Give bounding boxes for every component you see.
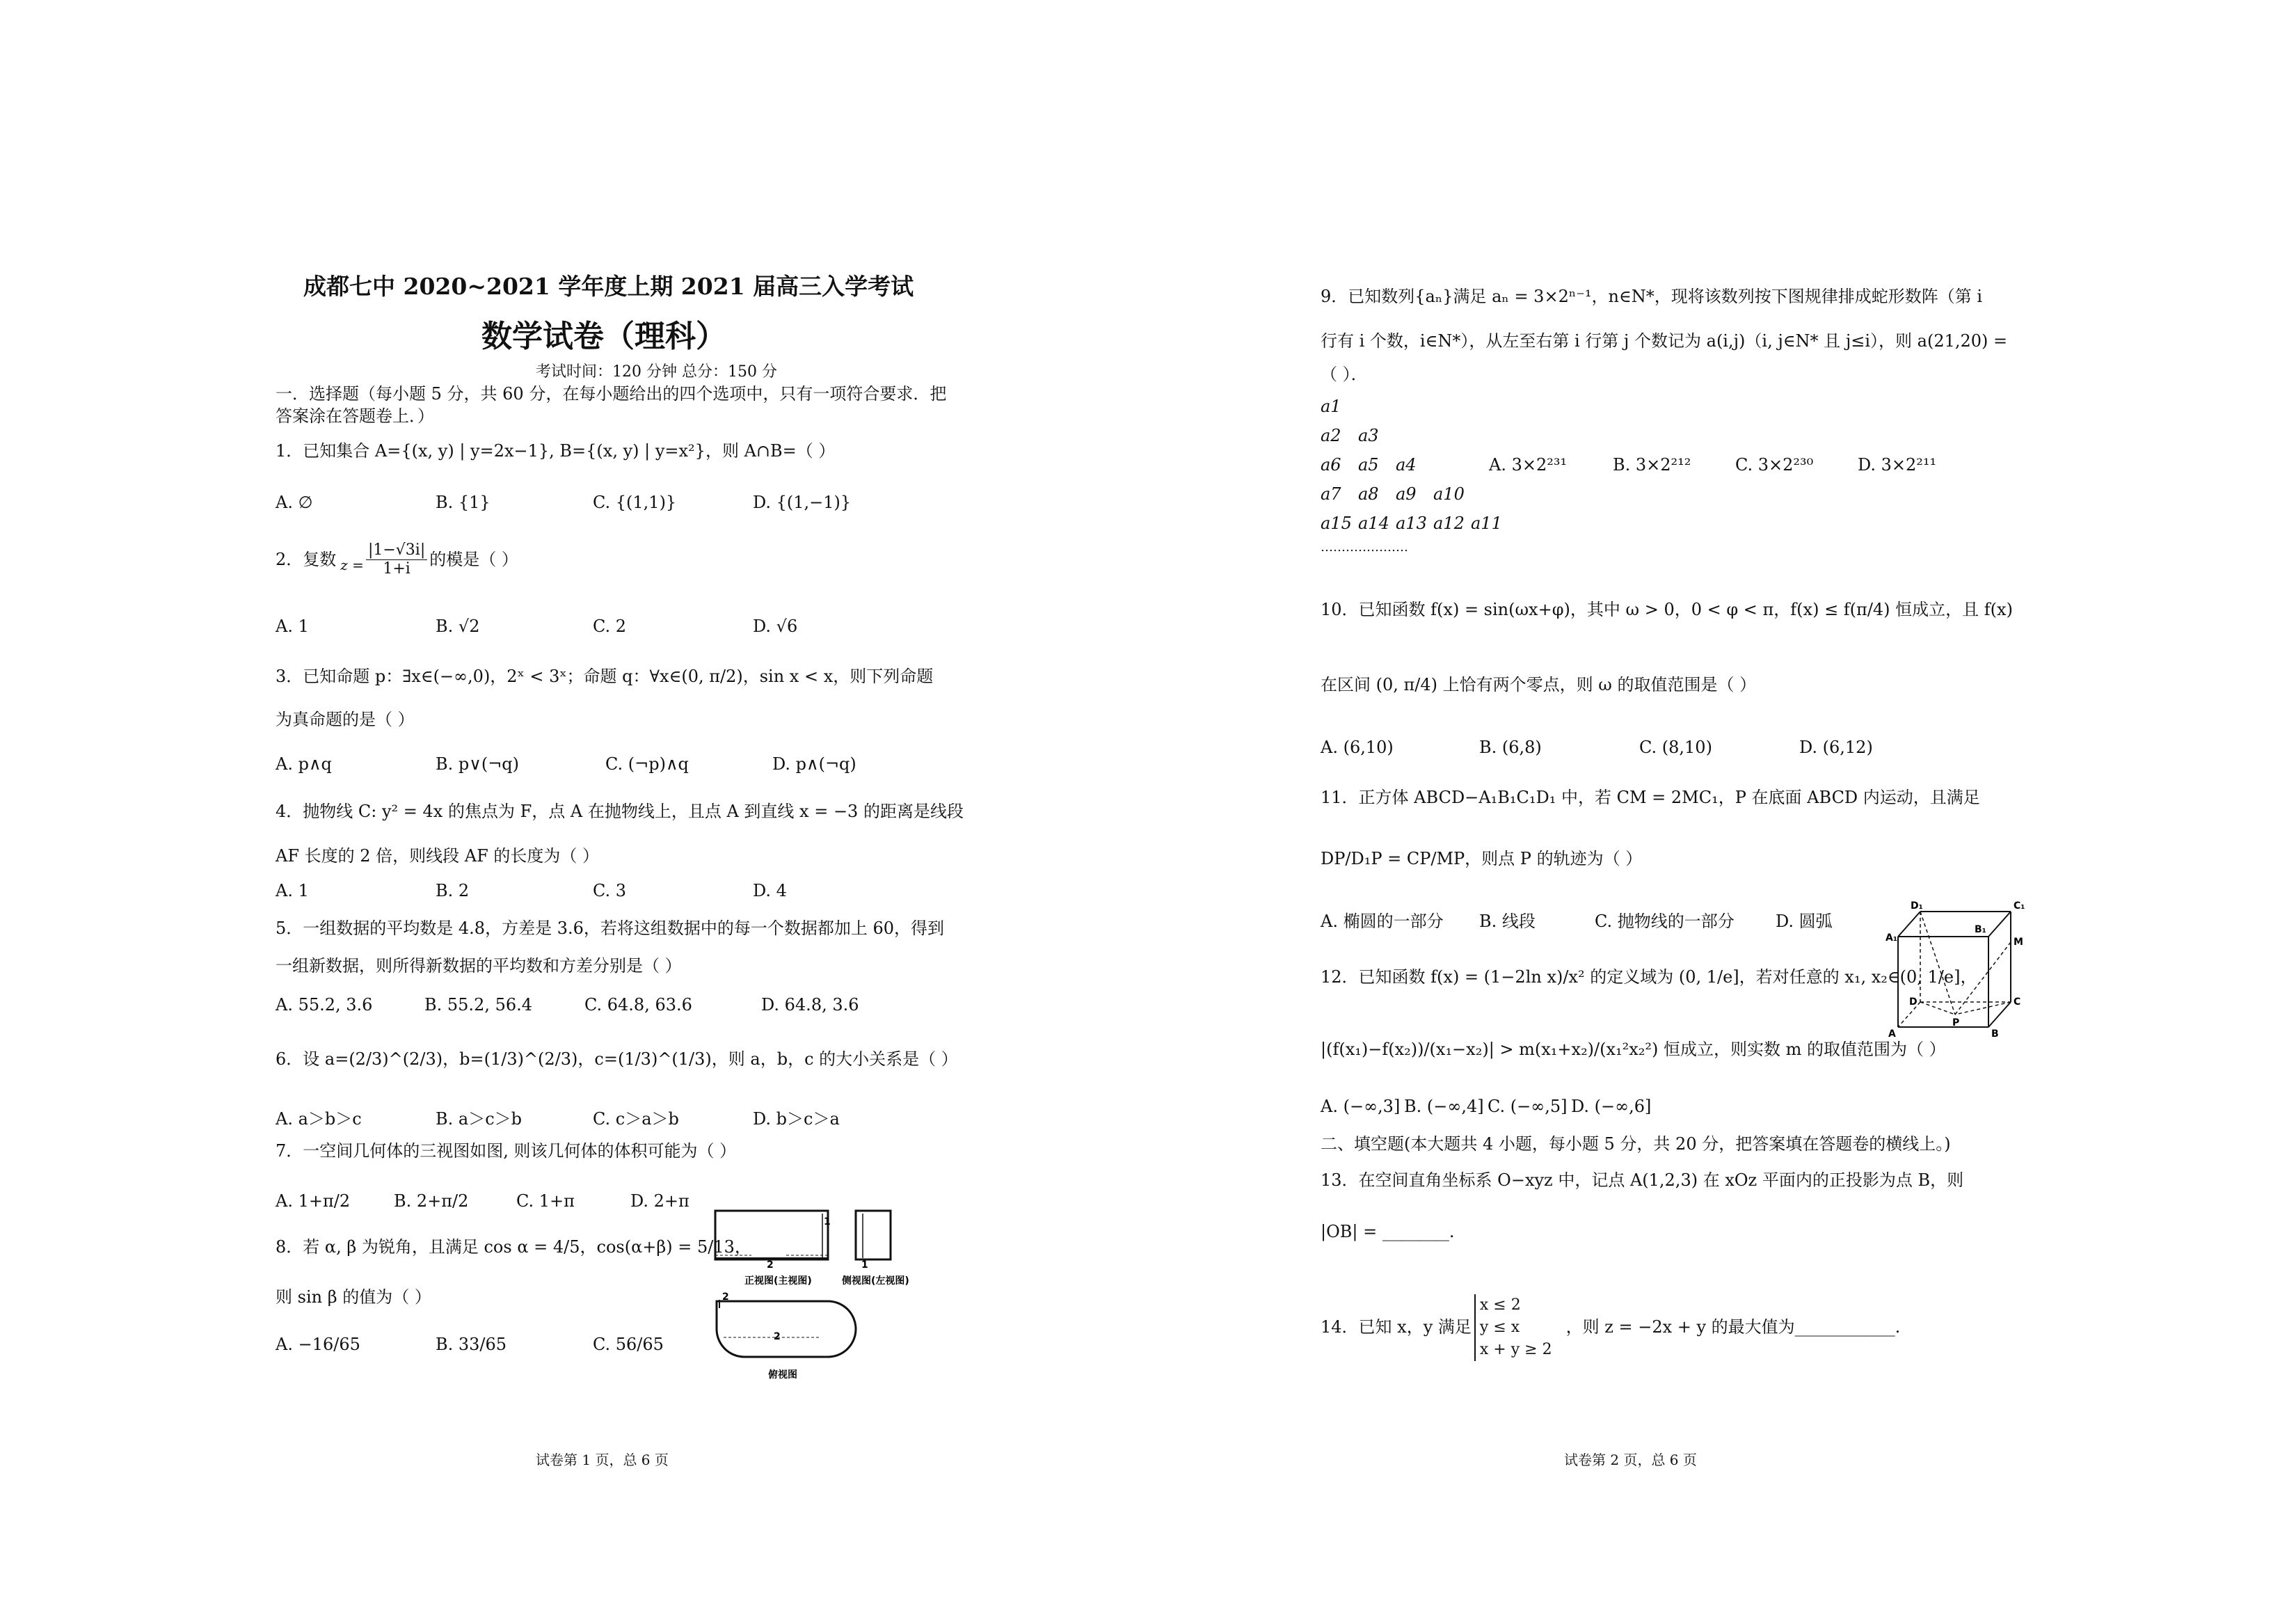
seq-cell: a13 <box>1396 514 1427 533</box>
q14-conditions <box>1474 1294 1552 1361</box>
page-footer-1: 试卷第 1 页，总 6 页 <box>536 1452 669 1468</box>
seq-ellipsis: ………………… <box>1321 540 1408 555</box>
q1-option-d: D. {(1,−1)} <box>753 493 852 512</box>
q2-option-b: B. √2 <box>436 617 480 636</box>
exam-subtitle: 数学试卷（理科） <box>481 319 726 354</box>
q4-option-c: C. 3 <box>593 881 627 900</box>
three-view-figure <box>710 1204 918 1385</box>
q3-option-c: C. (¬p)∧q <box>605 754 689 774</box>
q5-option-c: C. 64.8, 63.6 <box>584 995 692 1015</box>
q8-option-b: B. 33/65 <box>436 1335 507 1354</box>
exam-info: 考试时间：120 分钟 总分：150 分 <box>536 363 777 381</box>
q2-z: z = <box>340 556 364 573</box>
question-8-line2: 则 sin β 的值为（ ） <box>276 1287 431 1307</box>
q10-option-c: C. (8,10) <box>1639 738 1712 757</box>
cube-label-a: A <box>1888 1028 1896 1040</box>
q10-option-b: B. (6,8) <box>1479 738 1542 757</box>
side-view-label: 侧视图(左视图) <box>842 1275 909 1287</box>
q11-option-a: A. 椭圆的一部分 <box>1321 912 1444 931</box>
seq-cell: a15 <box>1321 514 1352 533</box>
question-5-line2: 一组新数据，则所得新数据的平均数和方差分别是（ ） <box>276 956 682 976</box>
section1-heading-line1: 一．选择题（每小题 5 分，共 60 分，在每小题给出的四个选项中，只有一项符合要求．把 <box>276 384 947 404</box>
seq-cell: a11 <box>1471 514 1502 533</box>
question-1: 1．已知集合 A={(x, y) | y=2x−1}, B={(x, y) | y=x²}，则 A∩B=（ ） <box>276 441 836 461</box>
q10-option-d: D. (6,12) <box>1799 738 1873 757</box>
seq-cell: a4 <box>1396 455 1417 475</box>
q6-option-a: A. a＞b＞c <box>276 1109 362 1129</box>
question-3-line1: 3．已知命题 p：∃x∈(−∞,0)，2ˣ < 3ˣ；命题 q：∀x∈(0, π/2)，sin x < x，则下列命题 <box>276 667 934 686</box>
q3-option-b: B. p∨(¬q) <box>436 754 520 774</box>
cube-label-b: B <box>1991 1028 1999 1040</box>
seq-row-3 <box>1321 455 1417 475</box>
q2-suffix: 的模是（ ） <box>429 550 518 570</box>
seq-cell: a12 <box>1433 514 1465 533</box>
q5-option-d: D. 64.8, 3.6 <box>761 995 859 1015</box>
side-dim-1: 1 <box>861 1259 868 1271</box>
top-view <box>717 1291 856 1381</box>
seq-cell: a8 <box>1358 484 1379 504</box>
q2-numerator: |1−√3i| <box>366 541 427 560</box>
right-page <box>1148 0 2296 1622</box>
cube-label-c1: C₁ <box>2014 900 2025 912</box>
side-view <box>841 1211 909 1287</box>
q7-option-c: C. 1+π <box>516 1191 575 1211</box>
q12-option-d: D. (−∞,6] <box>1571 1097 1652 1116</box>
q12-option-a: A. (−∞,3] <box>1321 1097 1401 1116</box>
q2-prefix: 2．复数 <box>276 550 337 570</box>
q7-option-d: D. 2+π <box>630 1191 689 1211</box>
q14-prefix: 14．已知 x，y 满足 <box>1321 1317 1472 1337</box>
q3-option-d: D. p∧(¬q) <box>772 754 856 774</box>
question-14 <box>1321 1294 1900 1361</box>
q4-option-b: B. 2 <box>436 881 470 900</box>
seq-cell: a10 <box>1433 484 1465 504</box>
question-3-line2: 为真命题的是（ ） <box>276 710 415 729</box>
question-11-line1: 11．正方体 ABCD−A₁B₁C₁D₁ 中，若 CM = 2MC₁，P 在底面 ABCD 内运动，且满足 <box>1321 788 1980 807</box>
seq-row-4 <box>1321 484 1465 504</box>
question-9-line1: 9．已知数列{aₙ}满足 aₙ = 3×2ⁿ⁻¹，n∈N*，现将该数列按下图规律排成蛇形数阵（第 i <box>1321 287 1983 306</box>
question-4-line2: AF 长度的 2 倍，则线段 AF 的长度为（ ） <box>276 846 600 866</box>
question-12-line1: 12．已知函数 f(x) = (1−2ln x)/x² 的定义域为 (0, 1/e]，若对任意的 x₁, x₂∈(0, 1/e]， <box>1321 967 1977 987</box>
q9-option-d: D. 3×2²¹¹ <box>1858 455 1937 475</box>
seq-row-2 <box>1321 426 1379 445</box>
q2-fraction <box>366 541 427 579</box>
cube-label-p: P <box>1952 1017 1960 1028</box>
front-view-label: 正视图(主视图) <box>744 1275 812 1287</box>
q6-option-d: D. b＞c＞a <box>753 1109 840 1129</box>
front-view <box>715 1211 831 1287</box>
seq-cell: a6 <box>1321 455 1341 475</box>
q11-option-b: B. 线段 <box>1479 912 1536 931</box>
q4-option-a: A. 1 <box>276 881 309 900</box>
q7-option-b: B. 2+π/2 <box>394 1191 469 1211</box>
seq-cell: a7 <box>1321 484 1341 504</box>
q6-option-c: C. c＞a＞b <box>593 1109 679 1129</box>
q12-option-b: B. (−∞,4] <box>1404 1097 1484 1116</box>
seq-cell: a14 <box>1358 514 1389 533</box>
q8-option-c: C. 56/65 <box>593 1335 664 1354</box>
q1-option-b: B. {1} <box>436 493 491 512</box>
q2-denominator: 1+i <box>383 560 410 578</box>
q2-option-c: C. 2 <box>593 617 627 636</box>
question-7: 7．一空间几何体的三视图如图, 则该几何体的体积可能为（ ） <box>276 1141 737 1161</box>
exam-title: 成都七中 2020~2021 学年度上期 2021 届高三入学考试 <box>303 273 914 300</box>
seq-cell: a9 <box>1396 484 1417 504</box>
question-5-line1: 5．一组数据的平均数是 4.8，方差是 3.6，若将这组数据中的每一个数据都加上 60，得到 <box>276 919 945 938</box>
cube-label-b1: B₁ <box>1975 924 1986 935</box>
q11-option-d: D. 圆弧 <box>1776 912 1833 931</box>
question-11-line2: DP/D₁P = CP/MP，则点 P 的轨迹为（ ） <box>1321 849 1643 868</box>
page-footer-2: 试卷第 2 页，总 6 页 <box>1564 1452 1697 1468</box>
q9-option-b: B. 3×2²¹² <box>1613 455 1691 475</box>
cube-label-m: M <box>2014 937 2023 948</box>
section2-heading: 二、填空题(本大题共 4 小题，每小题 5 分，共 20 分，把答案填在答题卷的横线上。) <box>1321 1134 1951 1154</box>
q14-suffix: ，则 z = −2x + y 的最大值为____________. <box>1565 1317 1901 1337</box>
q5-option-a: A. 55.2, 3.6 <box>276 995 373 1015</box>
front-dim-2: 2 <box>767 1259 774 1271</box>
q1-option-c: C. {(1,1)} <box>593 493 677 512</box>
q11-option-c: C. 抛物线的一部分 <box>1595 912 1735 931</box>
q12-option-c: C. (−∞,5] <box>1488 1097 1568 1116</box>
top-view-label: 俯视图 <box>768 1369 797 1381</box>
q8-option-a: A. −16/65 <box>276 1335 360 1354</box>
question-10-line1: 10．已知函数 f(x) = sin(ωx+φ)，其中 ω > 0，0 < φ < π，f(x) ≤ f(π/4) 恒成立，且 f(x) <box>1321 600 2013 619</box>
seq-row-5 <box>1321 514 1502 533</box>
seq-cell: a5 <box>1358 455 1379 475</box>
question-4-line1: 4．抛物线 C: y² = 4x 的焦点为 F，点 A 在抛物线上，且点 A 到直线 x = −3 的距离是线段 <box>276 802 964 821</box>
cube-label-a1: A₁ <box>1886 932 1897 944</box>
q14-cond-2: y ≤ x <box>1479 1318 1520 1336</box>
question-13-line1: 13．在空间直角坐标系 O−xyz 中，记点 A(1,2,3) 在 xOz 平面内的正投影为点 B，则 <box>1321 1170 1964 1190</box>
question-9-line3: （ ）． <box>1321 365 1368 384</box>
q7-option-a: A. 1+π/2 <box>276 1191 351 1211</box>
question-6: 6．设 a=(2/3)^(2/3)，b=(1/3)^(2/3)，c=(1/3)^(1/3)，则 a，b，c 的大小关系是（ ） <box>276 1049 958 1069</box>
q2-option-a: A. 1 <box>276 617 309 636</box>
question-9-line2: 行有 i 个数，i∈N*），从左至右第 i 行第 j 个数记为 a(i,j)（i, j∈N* 且 j≤i），则 a(21,20) = <box>1321 331 2008 351</box>
q9-option-c: C. 3×2²³⁰ <box>1735 455 1814 475</box>
top-dim-2: 2 <box>722 1291 729 1303</box>
question-12-line2: |(f(x₁)−f(x₂))/(x₁−x₂)| > m(x₁+x₂)/(x₁²x₂²) 恒成立，则实数 m 的取值范围为（ ） <box>1321 1040 1946 1059</box>
top-dim-2b: 2 <box>774 1331 781 1342</box>
question-8-line1: 8．若 α, β 为锐角，且满足 cos α = 4/5，cos(α+β) = 5/13， <box>276 1237 751 1257</box>
q10-option-a: A. (6,10) <box>1321 738 1394 757</box>
q2-option-d: D. √6 <box>753 617 798 636</box>
q1-option-a: A. ∅ <box>276 493 313 512</box>
q5-option-b: B. 55.2, 56.4 <box>424 995 533 1015</box>
question-13-line2: |OB| = ________. <box>1321 1222 1455 1241</box>
q9-option-a: A. 3×2²³¹ <box>1489 455 1568 475</box>
cube-label-d1: D₁ <box>1911 900 1923 912</box>
front-dim-1: 1 <box>824 1216 831 1227</box>
seq-cell: a2 <box>1321 426 1341 445</box>
seq-cell: a3 <box>1358 426 1379 445</box>
q14-cond-3: x + y ≥ 2 <box>1479 1340 1552 1358</box>
q14-cond-1: x ≤ 2 <box>1479 1296 1521 1314</box>
section1-heading-line2: 答案涂在答题卷上．） <box>276 406 434 426</box>
cube-label-d: D <box>1909 996 1918 1008</box>
question-10-line2: 在区间 (0, π/4) 上恰有两个零点，则 ω 的取值范围是（ ） <box>1321 675 1757 694</box>
question-2 <box>276 541 518 579</box>
seq-row-1 <box>1321 397 1341 416</box>
q6-option-b: B. a＞c＞b <box>436 1109 523 1129</box>
q4-option-d: D. 4 <box>753 881 787 900</box>
q3-option-a: A. p∧q <box>276 754 332 774</box>
cube-label-c: C <box>2014 996 2021 1008</box>
seq-cell: a1 <box>1321 397 1341 416</box>
